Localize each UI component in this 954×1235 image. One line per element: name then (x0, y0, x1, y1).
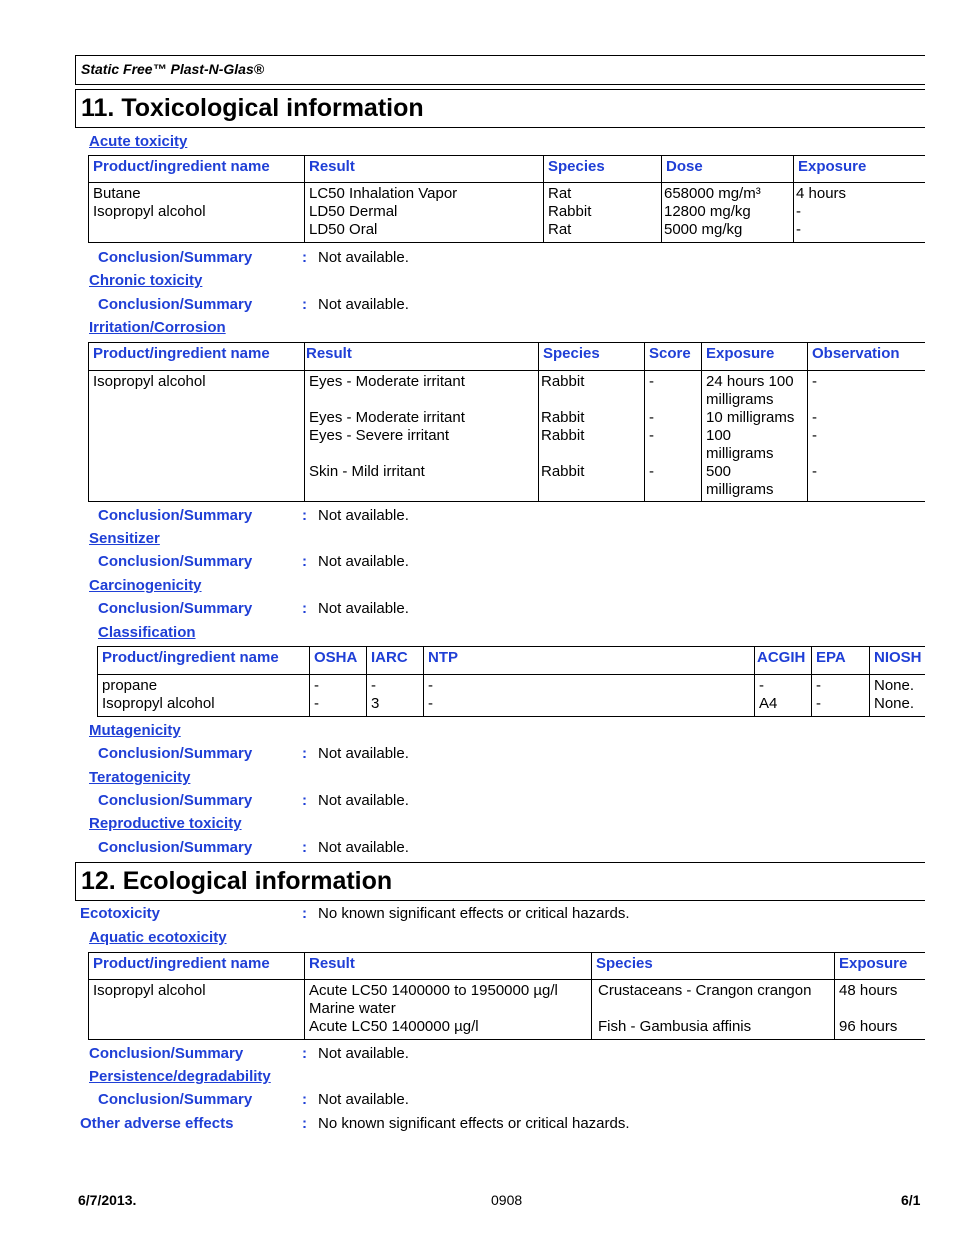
acute-toxicity-table (88, 155, 925, 243)
cell-text: 10 milligrams (706, 409, 795, 426)
cell-spacer (812, 391, 921, 409)
aquatic-table (88, 952, 925, 1040)
conclusion-value: Not available. (318, 745, 409, 762)
col-header: NIOSH (870, 647, 925, 675)
cell-text: - (816, 677, 821, 694)
cell-spacer (649, 445, 697, 463)
cell-text: Isopropyl alcohol (102, 695, 215, 712)
cell-spacer (309, 391, 534, 409)
table-header-row (89, 343, 925, 371)
conclusion-value: Not available. (318, 600, 409, 617)
conclusion-label: Conclusion/Summary (98, 839, 253, 856)
cell-text: - (812, 373, 817, 390)
col-header: Species (544, 156, 662, 183)
cell-text: 4 hours (796, 185, 847, 202)
reproductive-toxicity-link[interactable]: Reproductive toxicity (89, 815, 242, 832)
col-header: Result (305, 156, 544, 183)
colon: : (302, 600, 307, 617)
col-header: Product/ingredient name (89, 343, 305, 371)
cell-text: milligrams (706, 445, 774, 462)
table-cell (89, 371, 305, 502)
table-cell (812, 675, 870, 717)
sensitizer-link[interactable]: Sensitizer (89, 530, 160, 547)
cell-text: - (649, 463, 654, 480)
cell-text: None. (874, 695, 915, 712)
other-adverse-effects-value: No known significant effects or critical hazards. (318, 1115, 630, 1132)
irritation-table (88, 342, 925, 502)
cell-text: milligrams (706, 481, 774, 498)
section-12-title: 12. Ecological information (81, 867, 393, 895)
cell-text: Rabbit (541, 409, 585, 426)
cell-text: Marine water (309, 1000, 396, 1017)
cell-text: Rat (548, 185, 572, 202)
cell-text: - (371, 677, 376, 694)
section-12-title-box (75, 862, 925, 901)
cell-text: 12800 mg/kg (664, 203, 751, 220)
cell-text: - (796, 203, 801, 220)
cell-text: 100 (706, 427, 732, 444)
cell-text: Isopropyl alcohol (93, 982, 206, 999)
product-header-bar (75, 55, 925, 85)
cell-text: - (649, 427, 654, 444)
cell-text: Crustaceans - Crangon crangon (598, 982, 812, 999)
conclusion-label: Conclusion/Summary (98, 1091, 253, 1108)
table-row (89, 371, 925, 502)
col-header: IARC (367, 647, 424, 675)
cell-text: Acute LC50 1400000 µg/l (309, 1018, 479, 1035)
classification-link[interactable]: Classification (98, 624, 196, 641)
col-header: Dose (662, 156, 794, 183)
cell-text: Eyes - Moderate irritant (309, 373, 465, 390)
conclusion-label: Conclusion/Summary (89, 1045, 244, 1062)
col-header: EPA (812, 647, 870, 675)
cell-spacer (598, 1000, 830, 1018)
teratogenicity-link[interactable]: Teratogenicity (89, 769, 191, 786)
conclusion-value: Not available. (318, 553, 409, 570)
cell-text: - (649, 409, 654, 426)
chronic-toxicity-link[interactable]: Chronic toxicity (89, 272, 203, 289)
conclusion-label: Conclusion/Summary (98, 600, 253, 617)
cell-text: Skin - Mild irritant (309, 463, 425, 480)
carcinogenicity-link[interactable]: Carcinogenicity (89, 577, 202, 594)
cell-text: Rabbit (541, 427, 585, 444)
table-cell (305, 371, 539, 502)
conclusion-value: Not available. (318, 1045, 409, 1062)
acute-toxicity-link[interactable]: Acute toxicity (89, 133, 188, 150)
table-header-row (89, 953, 925, 980)
ecotoxicity-value: No known significant effects or critical hazards. (318, 905, 630, 922)
colon: : (302, 1045, 307, 1062)
col-header: Product/ingredient name (98, 647, 310, 675)
colon: : (302, 905, 307, 922)
cell-text: - (812, 463, 817, 480)
col-header: Product/ingredient name (89, 953, 305, 980)
section-11-title: 11. Toxicological information (81, 94, 424, 122)
conclusion-label: Conclusion/Summary (98, 296, 253, 313)
table-cell (98, 675, 310, 717)
cell-text: Fish - Gambusia affinis (598, 1018, 752, 1035)
colon: : (302, 249, 307, 266)
col-header: Exposure (835, 953, 925, 980)
cell-text: 48 hours (839, 982, 898, 999)
conclusion-value: Not available. (318, 792, 409, 809)
cell-text: - (428, 695, 433, 712)
table-row (89, 183, 925, 243)
cell-text: Rabbit (541, 373, 585, 390)
cell-text: 500 (706, 463, 732, 480)
cell-text: A4 (759, 695, 778, 712)
conclusion-label: Conclusion/Summary (98, 792, 253, 809)
col-header: Product/ingredient name (89, 156, 305, 183)
section-11-title-box (75, 89, 925, 128)
colon: : (302, 1115, 307, 1132)
table-cell (662, 183, 794, 243)
ecotoxicity-label: Ecotoxicity (80, 905, 161, 922)
table-header-row (98, 647, 925, 675)
col-header: OSHA (310, 647, 367, 675)
cell-spacer (839, 1000, 921, 1018)
table-cell (367, 675, 424, 717)
persistence-degradability-link[interactable]: Persistence/degradability (89, 1068, 271, 1085)
cell-text: - (649, 373, 654, 390)
cell-text: 24 hours 100 (706, 373, 794, 390)
table-cell (592, 980, 835, 1040)
conclusion-value: Not available. (318, 296, 409, 313)
cell-text: Rabbit (548, 203, 592, 220)
cell-text: LC50 Inhalation Vapor (309, 185, 458, 202)
cell-spacer (541, 391, 640, 409)
conclusion-value: Not available. (318, 249, 409, 266)
table-cell (645, 371, 702, 502)
table-row (98, 675, 925, 717)
colon: : (302, 839, 307, 856)
table-cell (310, 675, 367, 717)
col-header: NTP (424, 647, 755, 675)
cell-text: LD50 Dermal (309, 203, 398, 220)
colon: : (302, 792, 307, 809)
col-header: Observation (808, 343, 925, 371)
colon: : (302, 507, 307, 524)
classification-table (97, 646, 925, 717)
conclusion-value: Not available. (318, 507, 409, 524)
aquatic-ecotoxicity-link[interactable]: Aquatic ecotoxicity (89, 929, 227, 946)
table-cell (89, 980, 305, 1040)
cell-spacer (541, 445, 640, 463)
table-cell (544, 183, 662, 243)
cell-text: 3 (371, 695, 380, 712)
cell-text: - (314, 677, 319, 694)
table-row (89, 980, 925, 1040)
cell-text: Acute LC50 1400000 to 1950000 µg/l (309, 982, 558, 999)
cell-text: Eyes - Moderate irritant (309, 409, 465, 426)
cell-spacer (649, 391, 697, 409)
table-header-row (89, 156, 925, 183)
cell-text: - (428, 677, 433, 694)
conclusion-label: Conclusion/Summary (98, 507, 253, 524)
colon: : (302, 553, 307, 570)
col-header: Species (592, 953, 835, 980)
col-header: Score (645, 343, 702, 371)
table-cell (808, 371, 925, 502)
colon: : (302, 745, 307, 762)
conclusion-label: Conclusion/Summary (98, 745, 253, 762)
table-cell (835, 980, 925, 1040)
conclusion-value: Not available. (318, 1091, 409, 1108)
col-header: Species (539, 343, 645, 371)
footer-code: 0908 (491, 1192, 523, 1208)
cell-text: milligrams (706, 391, 774, 408)
product-name: Static Free™ Plast-N-Glas® (81, 61, 265, 77)
footer-date: 6/7/2013. (78, 1192, 137, 1208)
cell-text: Isopropyl alcohol (93, 373, 206, 390)
footer-page: 6/1 (901, 1192, 921, 1208)
table-cell (305, 980, 592, 1040)
table-cell (424, 675, 755, 717)
conclusion-value: Not available. (318, 839, 409, 856)
cell-text: Rabbit (541, 463, 585, 480)
table-cell (870, 675, 925, 717)
cell-text: Eyes - Severe irritant (309, 427, 450, 444)
cell-text: 96 hours (839, 1018, 898, 1035)
cell-text: - (816, 695, 821, 712)
cell-text: LD50 Oral (309, 221, 378, 238)
colon: : (302, 296, 307, 313)
col-header: Exposure (702, 343, 808, 371)
cell-spacer (309, 445, 534, 463)
cell-spacer (812, 445, 921, 463)
table-cell (539, 371, 645, 502)
cell-text: 5000 mg/kg (664, 221, 743, 238)
conclusion-label: Conclusion/Summary (98, 553, 253, 570)
other-adverse-effects-label: Other adverse effects (80, 1115, 234, 1132)
cell-text: None. (874, 677, 915, 694)
cell-text: 658000 mg/m³ (664, 185, 761, 202)
conclusion-label: Conclusion/Summary (98, 249, 253, 266)
colon: : (302, 1091, 307, 1108)
cell-text: - (759, 677, 764, 694)
table-cell (89, 183, 305, 243)
col-header: Result (305, 953, 592, 980)
cell-text: propane (102, 677, 158, 694)
col-header: ACGIH (755, 647, 812, 675)
cell-text: Isopropyl alcohol (93, 203, 206, 220)
cell-text: - (812, 409, 817, 426)
table-cell (305, 183, 544, 243)
cell-text: - (812, 427, 817, 444)
table-cell (755, 675, 812, 717)
mutagenicity-link[interactable]: Mutagenicity (89, 722, 181, 739)
cell-text: - (796, 221, 801, 238)
cell-text: Rat (548, 221, 572, 238)
col-header: Result (305, 343, 539, 371)
col-header: Exposure (794, 156, 925, 183)
irritation-corrosion-link[interactable]: Irritation/Corrosion (89, 319, 226, 336)
table-cell (794, 183, 925, 243)
cell-text: Butane (93, 185, 141, 202)
cell-text: - (314, 695, 319, 712)
table-cell (702, 371, 808, 502)
